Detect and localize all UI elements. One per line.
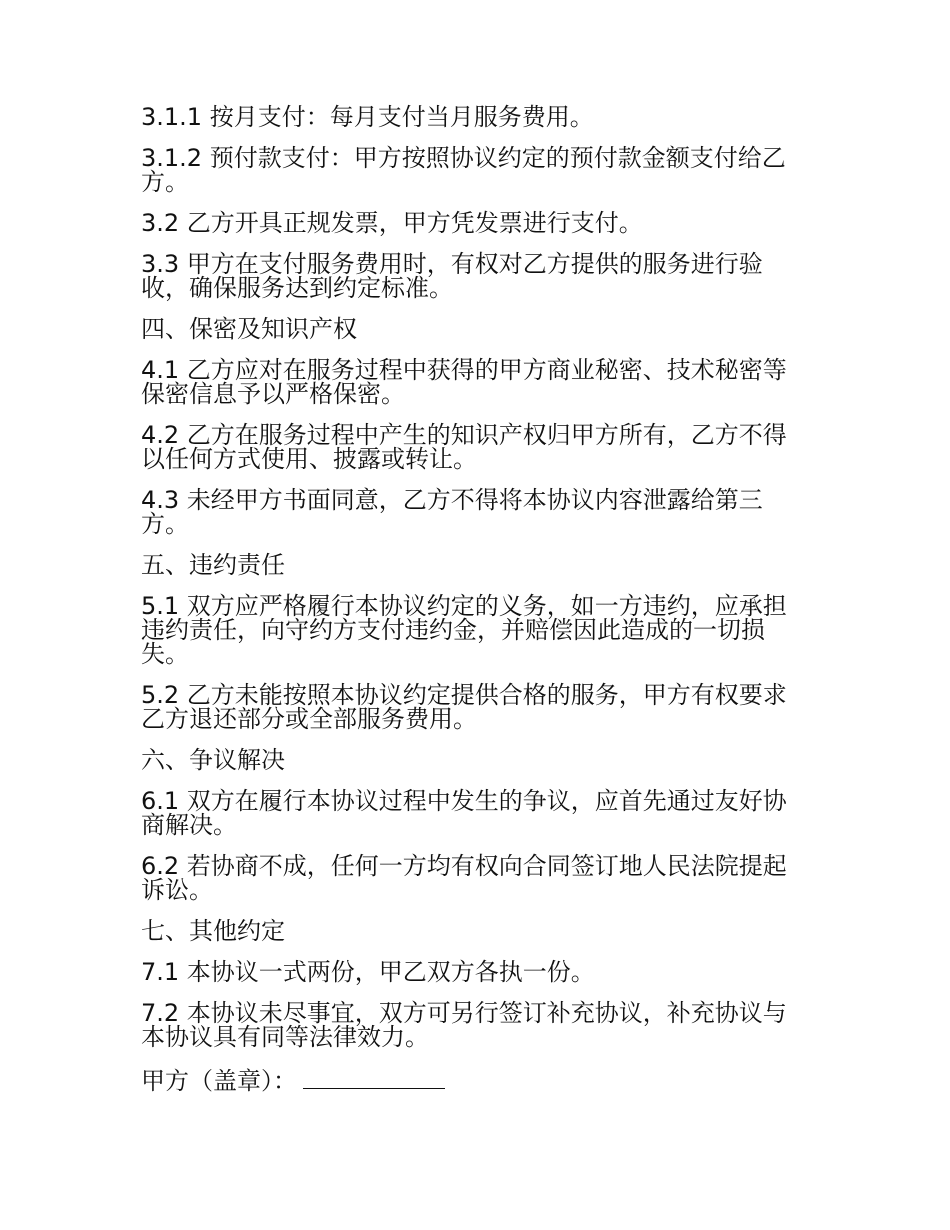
clause-3-2: 3.2 乙方开具正规发票，甲方凭发票进行支付。	[141, 209, 643, 237]
signature-label: 甲方（盖章）：	[141, 1067, 297, 1095]
clause-5-2: 5.2 乙方未能按照本协议约定提供合格的服务，甲方有权要求乙方退还部分或全部服务费用。	[141, 681, 787, 733]
clause-3-3: 3.3 甲方在支付服务费用时，有权对乙方提供的服务进行验收，确保服务达到约定标准。	[141, 250, 763, 302]
section-heading-disputes: 六、争议解决	[141, 746, 285, 774]
section-heading-other: 七、其他约定	[141, 917, 285, 945]
document-body	[141, 105, 809, 1094]
clause-4-1: 4.1 乙方应对在服务过程中获得的甲方商业秘密、技术秘密等保密信息予以严格保密。	[141, 356, 787, 408]
clause-6-1: 6.1 双方在履行本协议过程中发生的争议，应首先通过友好协商解决。	[141, 787, 787, 839]
section-heading-confidentiality: 四、保密及知识产权	[141, 315, 357, 343]
clause-5-1: 5.1 双方应严格履行本协议约定的义务，如一方违约，应承担违约责任，向守约方支付违约金，并赔偿因此造成的一切损失。	[141, 592, 787, 668]
clause-3-1-2: 3.1.2 预付款支付：甲方按照协议约定的预付款金额支付给乙方。	[141, 144, 786, 196]
clause-4-3: 4.3 未经甲方书面同意，乙方不得将本协议内容泄露给第三方。	[141, 486, 763, 538]
signature-line-party-a	[141, 1066, 809, 1094]
clause-7-2: 7.2 本协议未尽事宜，双方可另行签订补充协议，补充协议与本协议具有同等法律效力。	[141, 999, 787, 1051]
clause-6-2: 6.2 若协商不成，任何一方均有权向合同签订地人民法院提起诉讼。	[141, 852, 787, 904]
clause-3-1-1: 3.1.1 按月支付：每月支付当月服务费用。	[141, 103, 594, 131]
section-heading-breach: 五、违约责任	[141, 551, 285, 579]
signature-blank	[303, 1066, 445, 1089]
clause-7-1: 7.1 本协议一式两份，甲乙双方各执一份。	[141, 958, 595, 986]
clause-4-2: 4.2 乙方在服务过程中产生的知识产权归甲方所有，乙方不得以任何方式使用、披露或转让。	[141, 421, 787, 473]
